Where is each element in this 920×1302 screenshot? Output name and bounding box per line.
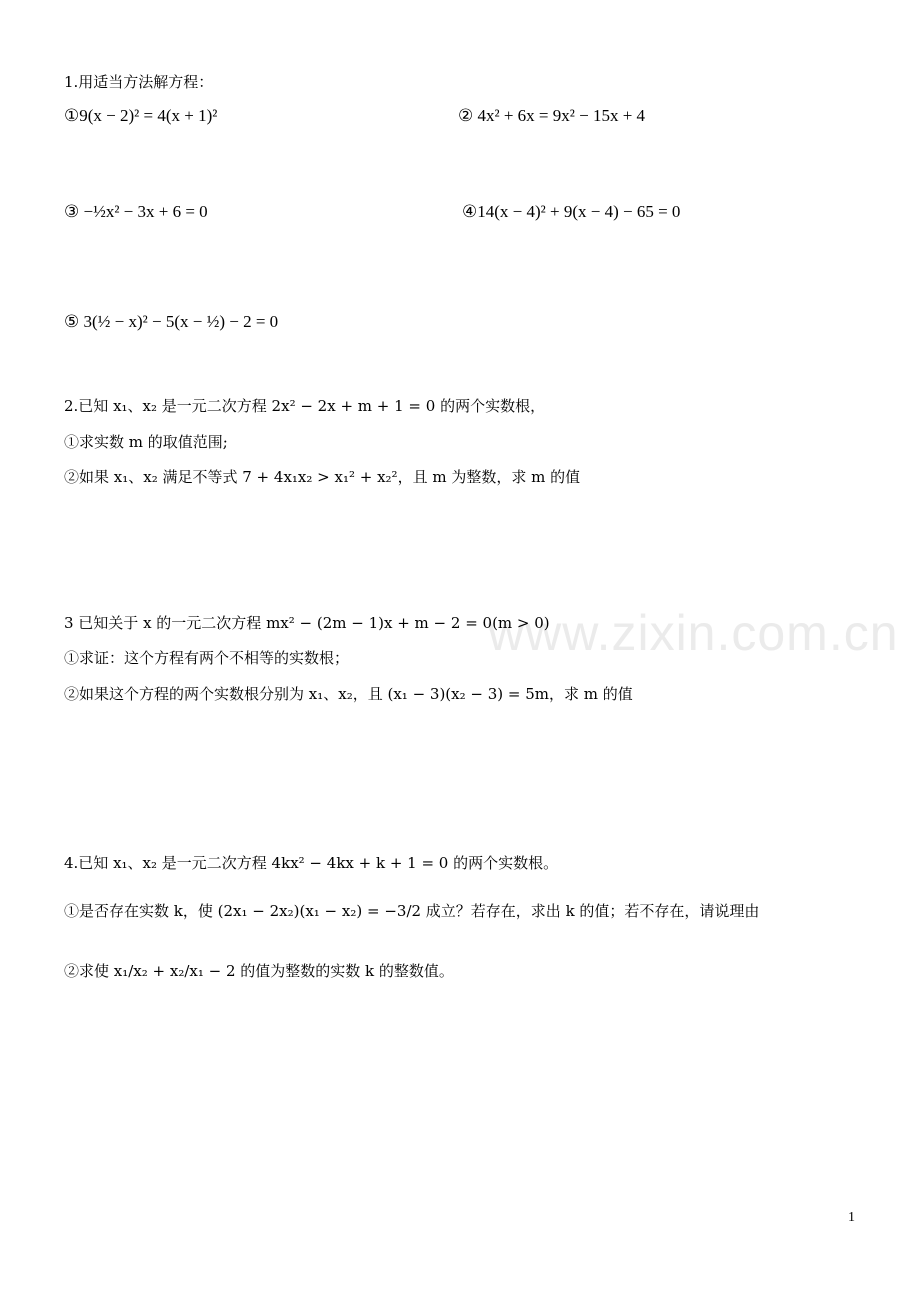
q2-stem: 2.已知 x₁、x₂ 是一元二次方程 2x² − 2x + m + 1 = 0 的两个实数根， xyxy=(64,397,546,415)
q1-item-5: ⑤ 3(½ − x)² − 5(x − ½) − 2 = 0 xyxy=(64,312,279,331)
q1-item-4: ④14(x − 4)² + 9(x − 4) − 65 = 0 xyxy=(462,202,681,221)
q1-item-3: ③ −½x² − 3x + 6 = 0 xyxy=(64,202,208,221)
q3-stem: 3 已知关于 x 的一元二次方程 mx² − (2m − 1)x + m − 2 = 0(m > 0) xyxy=(64,614,550,632)
watermark: www.zixin.com.cn xyxy=(488,605,899,661)
q4-stem: 4.已知 x₁、x₂ 是一元二次方程 4kx² − 4kx + k + 1 = 0 的两个实数根。 xyxy=(64,854,559,872)
q1-item-2: ② 4x² + 6x = 9x² − 15x + 4 xyxy=(458,106,646,125)
q2-part2: ②如果 x₁、x₂ 满足不等式 7 + 4x₁x₂ > x₁² + x₂²，且 m 为整数，求 m 的值 xyxy=(64,468,581,486)
page-number: 1 xyxy=(848,1210,855,1225)
q2-part1: ①求实数 m 的取值范围; xyxy=(64,433,228,451)
q3-part1: ①求证：这个方程有两个不相等的实数根； xyxy=(64,649,350,667)
q4-part2: ②求使 x₁/x₂ + x₂/x₁ − 2 的值为整数的实数 k 的整数值。 xyxy=(64,962,454,980)
q1-title: 1.用适当方法解方程： xyxy=(64,73,214,91)
q3-part2: ②如果这个方程的两个实数根分别为 x₁、x₂，且 (x₁ − 3)(x₂ − 3) = 5m，求 m 的值 xyxy=(64,685,633,703)
q4-part1: ①是否存在实数 k，使 (2x₁ − 2x₂)(x₁ − x₂) = −3/2 成立？若存在，求出 k 的值；若不存在，请说理由 xyxy=(64,902,760,920)
q1-item-1: ①9(x − 2)² = 4(x + 1)² xyxy=(64,106,218,125)
